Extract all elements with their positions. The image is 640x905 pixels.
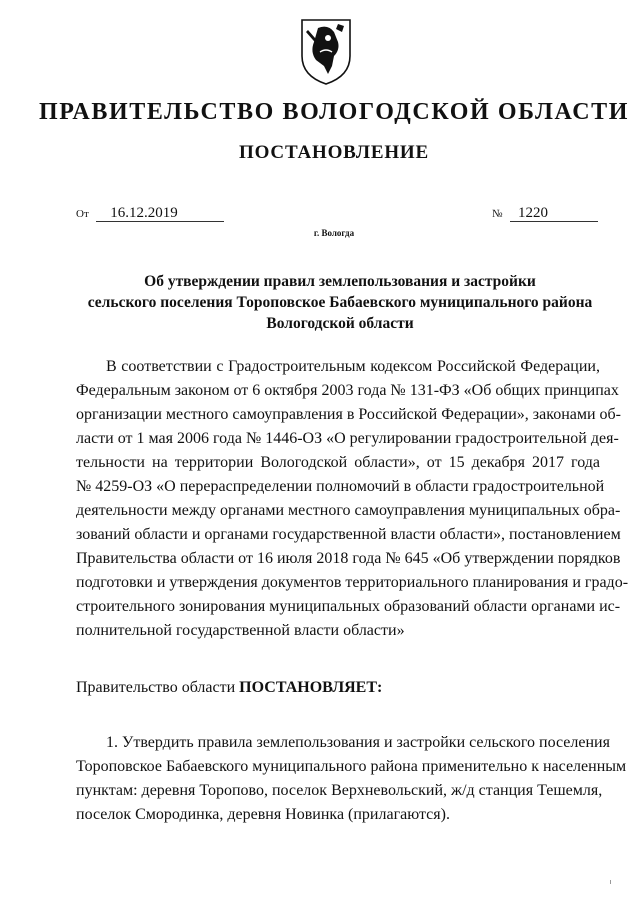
text-line: пунктам: деревня Торопово, поселок Верхневольский, ж/д станция Тешемля, [76, 782, 603, 799]
text-line: Федеральным законом от 6 октября 2003 года № 131-ФЗ «Об общих принципах [76, 382, 619, 399]
text-line: поселок Смородинка, деревня Новинка (прилагаются). [76, 806, 450, 823]
text-line: ласти от 1 мая 2006 года № 1446-ОЗ «О регулировании градостроительной дея- [76, 430, 619, 447]
subject-line: Об утверждении правил землепользования и застройки [144, 273, 536, 290]
text-line: полнительной государственной власти области» [76, 622, 405, 639]
text-line: Правительства области от 16 июля 2018 года № 645 «Об утверждении порядков [76, 550, 621, 567]
document-subject [60, 271, 620, 334]
subject-line: Вологодской области [266, 315, 414, 332]
decree-prefix: Правительство области [76, 679, 236, 696]
text-line: тельности на территории Вологодской области», от 15 декабря 2017 года [76, 454, 600, 471]
number-value: 1220 [510, 205, 598, 222]
text-line: подготовки и утверждения документов территориального планирования и градо- [76, 574, 629, 591]
document-number [492, 205, 598, 222]
text-line: зований области и органами государственной власти области», постановлением [76, 526, 621, 543]
city-name: г. Вологда [313, 228, 355, 238]
text-line: строительного зонирования муниципальных образований области органами ис- [76, 598, 621, 615]
text-line: деятельности между органами местного самоуправления муниципальных обра- [76, 502, 621, 519]
decree-statement [76, 676, 382, 700]
text-line: Тороповское Бабаевского муниципального района применительно к населенным [76, 758, 627, 775]
coat-of-arms-emblem [298, 16, 354, 88]
text-line: № 4259-ОЗ «О перераспределении полномочий в области градостроительной [76, 478, 605, 495]
decree-word: ПОСТАНОВЛЯЕТ: [239, 679, 383, 696]
subject-line: сельского поселения Тороповское Бабаевского муниципального района [87, 294, 593, 311]
document-type: ПОСТАНОВЛЕНИЕ [239, 142, 429, 163]
document-date [76, 205, 224, 222]
preamble-paragraph [76, 355, 629, 643]
text-line: 1. Утвердить правила землепользования и застройки сельского поселения [106, 734, 610, 751]
text-line: организации местного самоуправления в Российской Федерации», законами об- [76, 406, 622, 423]
organization-title: ПРАВИТЕЛЬСТВО ВОЛОГОДСКОЙ ОБЛАСТИ [38, 99, 630, 125]
date-label: От [76, 208, 89, 220]
date-value: 16.12.2019 [96, 205, 224, 222]
text-line: В соответствии с Градостроительным кодексом Российской Федерации, [106, 358, 600, 375]
page-mark [610, 880, 611, 884]
number-label: № [492, 208, 503, 220]
item-1-paragraph [76, 731, 627, 827]
